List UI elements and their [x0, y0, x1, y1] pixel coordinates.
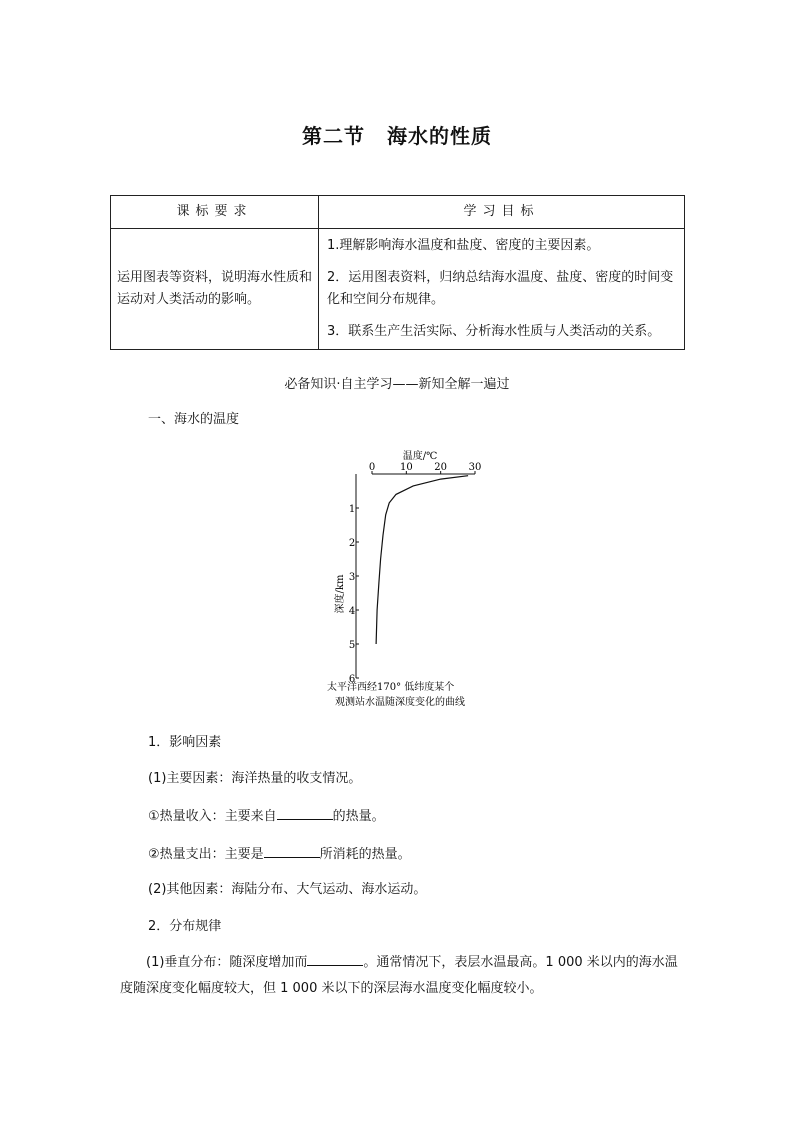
header-goals: 学习目标	[319, 196, 685, 229]
requirements-table	[110, 195, 685, 350]
x-tick-label: 0	[368, 462, 376, 473]
item-2-heading: 2．分布规律	[148, 919, 222, 934]
goal-item: 1.理解影响海水温度和盐度、密度的主要因素。	[327, 238, 600, 253]
y-axis-label: 深度/km	[335, 574, 346, 614]
y-tick-label: 4	[348, 606, 356, 617]
item-1-heading: 1．影响因素	[148, 735, 222, 750]
figure-caption-line2: 观测站水温随深度变化的曲线	[335, 697, 465, 708]
page-title	[0, 120, 794, 149]
item-1-2: (2)其他因素：海陆分布、大气运动、海水运动。	[148, 882, 427, 897]
section-number: 第二节	[302, 124, 365, 148]
y-tick-label: 1	[348, 504, 356, 515]
y-tick-label: 5	[348, 640, 356, 651]
section-head: 必备知识·自主学习——新知全解一遍过	[284, 377, 510, 392]
item-1-1: (1)主要因素：海洋热量的收支情况。	[148, 771, 362, 786]
x-tick-label: 30	[468, 462, 482, 473]
y-tick-label: 2	[348, 538, 356, 549]
figure-caption-line1: 太平洋西经170° 低纬度某个	[327, 682, 455, 693]
item-1-b: ②热量支出：主要是 所消耗的热量。	[148, 843, 411, 865]
table-row	[111, 229, 685, 350]
x-tick-label: 10	[399, 462, 413, 473]
fill-blank[interactable]	[264, 843, 320, 858]
top-axis-label: 温度/℃	[402, 451, 438, 462]
temperature-depth-chart	[320, 442, 520, 712]
goal-item: 3．联系生产生活实际、分析海水性质与人类活动的关系。	[327, 324, 661, 339]
heading-temperature: 一、海水的温度	[148, 412, 240, 427]
fill-blank[interactable]	[307, 951, 363, 966]
x-tick-label: 20	[434, 462, 448, 473]
section-name: 海水的性质	[387, 124, 492, 148]
fill-blank[interactable]	[277, 805, 333, 820]
y-tick-label: 3	[348, 572, 356, 583]
goals-cell	[319, 229, 685, 350]
table-header-row	[111, 196, 685, 229]
y-tick-label: 6	[348, 674, 356, 685]
item-2-1: (1)垂直分布：随深度增加而 。通常情况下，表层水温最高。1 000 米以内的海水温度随深度变化幅度较大，但 1 000 米以下的深层海水温度变化幅度较小。	[120, 950, 680, 1002]
header-curriculum: 课标要求	[111, 196, 319, 229]
goal-item: 2．运用图表资料，归纳总结海水温度、盐度、密度的时间变化和空间分布规律。	[327, 270, 674, 307]
item-1-a: ①热量收入：主要来自 的热量。	[148, 805, 385, 827]
curriculum-text: 运用图表等资料，说明海水性质和运动对人类活动的影响。	[111, 229, 319, 350]
temperature-curve	[376, 476, 468, 644]
